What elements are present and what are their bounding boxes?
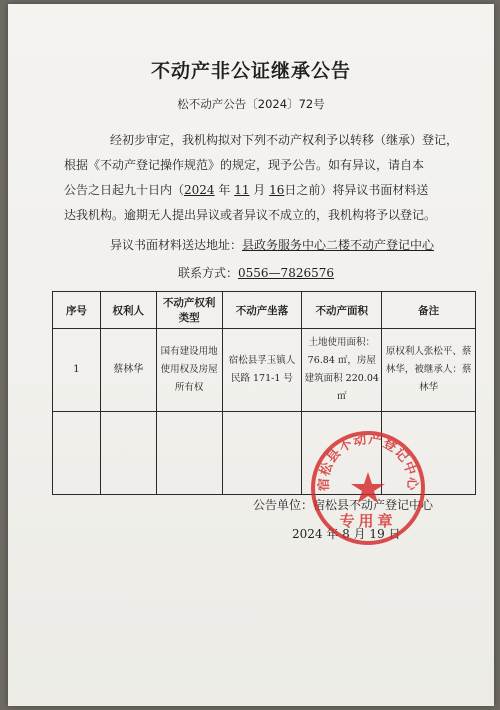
- header-seq: 序号: [53, 292, 101, 329]
- notice-date: 2024 年 8 月 19 日: [292, 527, 401, 541]
- deadline-year-unit: 年: [214, 183, 235, 197]
- document-number: 松不动产公告〔2024〕72号: [177, 97, 325, 111]
- deadline-month: 11: [234, 183, 250, 197]
- empty-cell: [156, 412, 222, 495]
- contact-phone: 0556—7826576: [238, 266, 334, 280]
- empty-cell: [53, 412, 101, 495]
- notice-unit-label: 公告单位：: [253, 498, 314, 512]
- paragraph-line-1: 经初步审定，我机构拟对下列不动产权利予以转移（继承）登记，: [110, 133, 459, 147]
- deadline-day: 16: [269, 183, 285, 197]
- deadline-prefix: 公告之日起九十日内（: [64, 183, 185, 197]
- header-remark: 备注: [382, 292, 476, 329]
- deadline-year: 2024: [184, 183, 215, 197]
- cell-remark: 原权利人张松平、蔡林华，被继承人：蔡林华: [382, 329, 476, 412]
- contact-label: 联系方式：: [178, 266, 239, 280]
- contact-info: [178, 264, 334, 281]
- objection-address-value: 县政务服务中心二楼不动产登记中心: [242, 238, 435, 252]
- cell-area: 土地使用面积：76.84 ㎡，房屋建筑面积 220.04 ㎡: [302, 329, 382, 412]
- empty-cell: [100, 412, 156, 495]
- header-right-type: 不动产权利类型: [156, 292, 222, 329]
- table-header-row: [53, 292, 476, 329]
- svg-text:专用章: 专用章: [339, 512, 397, 530]
- paragraph-line-4: 达我机构。逾期无人提出异议或者异议不成立的，我机构将予以登记。: [64, 208, 437, 222]
- cell-seq: 1: [53, 329, 101, 412]
- official-seal-stamp: [308, 428, 428, 548]
- cell-location: 宿松县孚玉镇人民路 171-1 号: [222, 329, 302, 412]
- objection-address-label: 异议书面材料送达地址：: [110, 238, 243, 252]
- paragraph-line-3: [64, 178, 456, 203]
- page-title: 不动产非公证继承公告: [150, 60, 351, 82]
- paragraph-line-2: 根据《不动产登记操作规范》的规定，现予公告。如有异议，请自本: [64, 158, 425, 172]
- table-row: [53, 329, 476, 412]
- deadline-suffix: 日之前）将异议书面材料送: [284, 183, 429, 197]
- announcement-page: [8, 4, 494, 706]
- announcement-paragraph: [64, 128, 459, 228]
- cell-right-type: 国有建设用地使用权及房屋所有权: [156, 329, 222, 412]
- cell-holder: 蔡林华: [100, 329, 156, 412]
- svg-text:宿松县不动产登记中心: 宿松县不动产登记中心: [316, 432, 420, 492]
- deadline-month-unit: 月: [249, 183, 270, 197]
- header-location: 不动产坐落: [222, 292, 302, 329]
- empty-cell: [222, 412, 302, 495]
- objection-address: [110, 236, 434, 253]
- header-area: 不动产面积: [302, 292, 382, 329]
- header-holder: 权利人: [100, 292, 156, 329]
- notice-unit-name: 宿松县不动产登记中心: [313, 498, 434, 512]
